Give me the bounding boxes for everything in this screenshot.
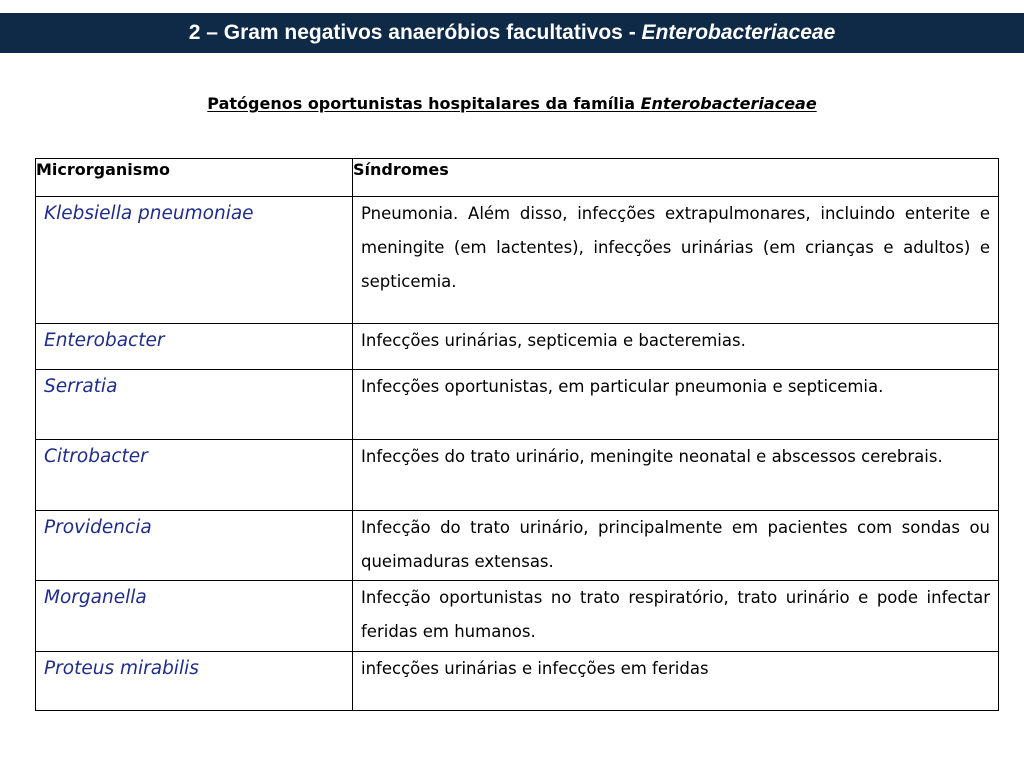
header-sindromes: Síndromes: [353, 159, 999, 197]
table-row: [36, 581, 999, 652]
organism-cell: Proteus mirabilis: [36, 652, 353, 711]
syndromes-cell: Infecções oportunistas, em particular pneumonia e septicemia.: [353, 370, 999, 440]
syndromes-cell: infecções urinárias e infecções em feridas: [353, 652, 999, 711]
organism-cell: Morganella: [36, 581, 353, 652]
syndromes-cell: Infecção oportunistas no trato respiratório, trato urinário e pode infectar feridas em humanos.: [353, 581, 999, 652]
organism-cell: Serratia: [36, 370, 353, 440]
organism-cell: Enterobacter: [36, 324, 353, 370]
table-row: [36, 440, 999, 511]
pathogens-table: [35, 158, 999, 711]
table-heading: [0, 93, 1024, 115]
slide-title-plain: 2 – Gram negativos anaeróbios facultativos -: [188, 21, 642, 44]
table-header-row: [36, 159, 999, 197]
table-row: [36, 370, 999, 440]
syndromes-cell: Pneumonia. Além disso, infecções extrapulmonares, incluindo enterite e meningite (em lactentes), infecções urinárias (em crianças e adultos) e septicemia.: [353, 197, 999, 324]
table-row: [36, 511, 999, 581]
slide-title: [189, 21, 836, 44]
table-heading-plain: Patógenos oportunistas hospitalares da família: [207, 94, 641, 113]
table-row: [36, 324, 999, 370]
organism-cell: Providencia: [36, 511, 353, 581]
slide-title-bar: [0, 13, 1024, 53]
syndromes-cell: Infecções urinárias, septicemia e bacteremias.: [353, 324, 999, 370]
header-microrganismo: Microrganismo: [36, 159, 353, 197]
table-row: [36, 197, 999, 324]
organism-cell: Citrobacter: [36, 440, 353, 511]
organism-cell: Klebsiella pneumoniae: [36, 197, 353, 324]
syndromes-cell: Infecções do trato urinário, meningite neonatal e abscessos cerebrais.: [353, 440, 999, 511]
slide-title-italic: Enterobacteriaceae: [641, 21, 836, 44]
table-row: [36, 652, 999, 711]
table-heading-italic: Enterobacteriaceae: [640, 94, 817, 113]
table-heading-text: [207, 94, 816, 113]
syndromes-cell: Infecção do trato urinário, principalmente em pacientes com sondas ou queimaduras extensas.: [353, 511, 999, 581]
